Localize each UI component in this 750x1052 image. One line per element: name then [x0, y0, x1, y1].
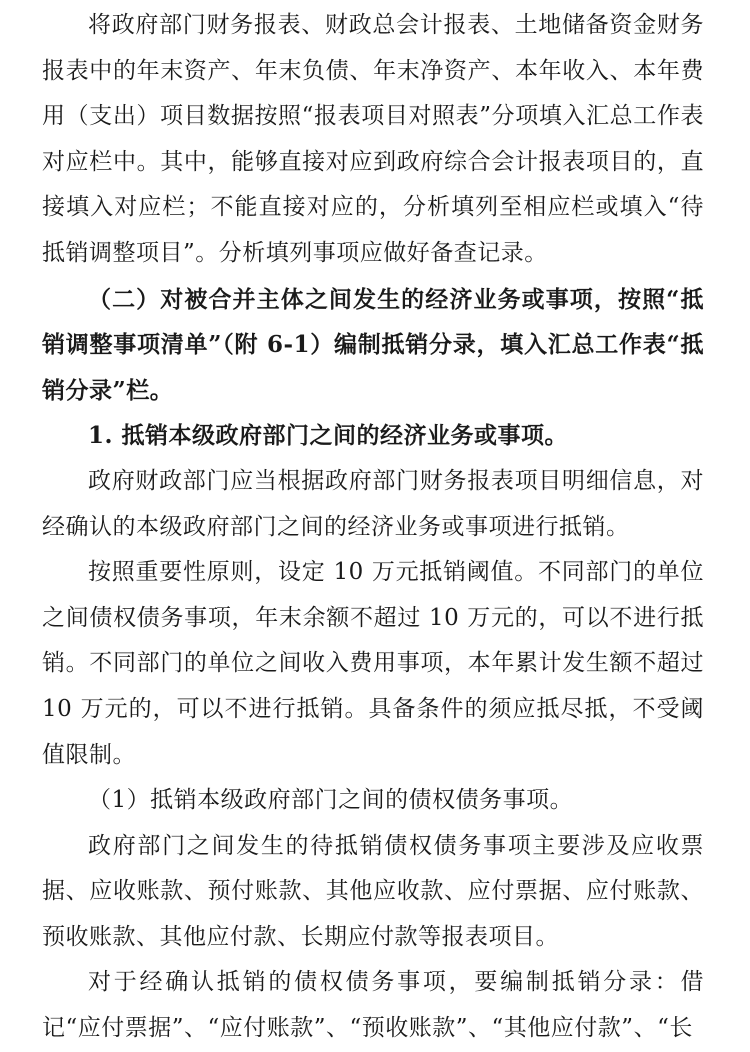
- heading-subitem-1: （1）抵销本级政府部门之间的债权债务事项。: [88, 787, 574, 814]
- heading-section-2: （二）对被合并主体之间发生的经济业务或事项，按照“抵销调整事项清单”（附 6-1）编制抵销分录，填入汇总工作表“抵销分录”栏。: [42, 285, 704, 404]
- heading-item-1: 1. 抵销本级政府部门之间的经济业务或事项。: [88, 422, 569, 450]
- paragraph-offset-entry: 对于经确认抵销的债权债务事项，要编制抵销分录：借记“应付票据”、“应付账款”、“预收账款”、“其他应付款”、“长: [42, 969, 704, 1042]
- paragraph-threshold: 按照重要性原则，设定 10 万元抵销阈值。不同部门的单位之间债权债务事项，年末余额不超过 10 万元的，可以不进行抵销。不同部门的单位之间收入费用事项，本年累计发生额不超过 10 万元的，可以不进行抵销。具备条件的须应抵尽抵，不受阈值限制。: [42, 559, 704, 768]
- paragraph-report-items: 政府部门之间发生的待抵销债权债务事项主要涉及应收票据、应收账款、预付账款、其他应收款、应付票据、应付账款、预收账款、其他应付款、长期应付款等报表项目。: [42, 832, 704, 950]
- paragraph-finance-dept: 政府财政部门应当根据政府部门财务报表项目明细信息，对经确认的本级政府部门之间的经济业务或事项进行抵销。: [42, 467, 704, 540]
- paragraph-report-filling: 将政府部门财务报表、财政总会计报表、土地储备资金财务报表中的年末资产、年末负债、年末净资产、本年收入、本年费用（支出）项目数据按照“报表项目对照表”分项填入汇总工作表对应栏中。其中，能够直接对应到政府综合会计报表项目的，直接填入对应栏；不能直接对应的，分析填列至相应栏或填入“待抵销调整项目”。分析填列事项应做好备查记录。: [42, 12, 704, 266]
- document-page: [42, 3, 704, 1052]
